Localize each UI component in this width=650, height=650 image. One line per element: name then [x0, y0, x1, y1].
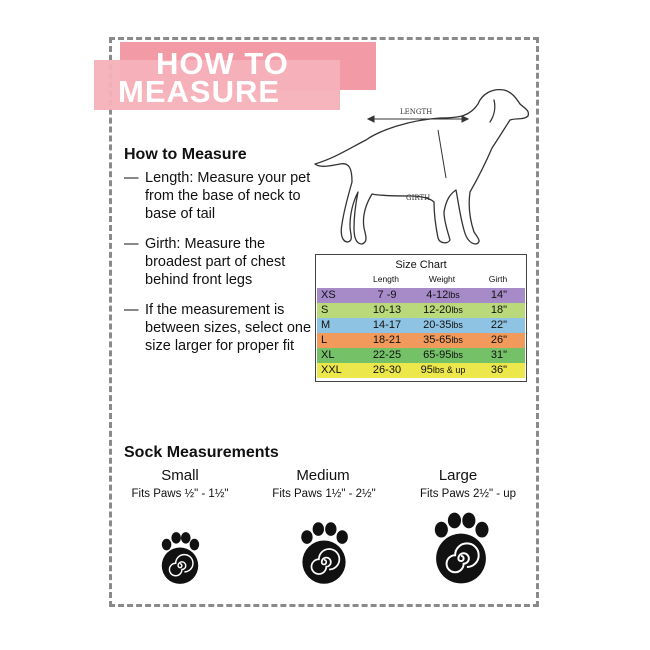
size-row-m — [317, 318, 525, 333]
weight-unit: lbs — [451, 320, 463, 330]
size-cell: M — [321, 319, 331, 331]
sock-size-medium: Medium — [296, 467, 350, 484]
weight-value: 12-20 — [423, 304, 452, 316]
weight-value: 4-12 — [426, 289, 449, 301]
sock-fit-medium: Fits Paws 1½" - 2½" — [272, 488, 376, 500]
length-cell: 14-17 — [372, 319, 402, 331]
length-cell: 26-30 — [372, 364, 402, 376]
size-row-xl — [317, 348, 525, 363]
header-girth: Girth — [488, 274, 508, 284]
size-cell: XL — [321, 349, 335, 361]
weight-unit: lbs — [451, 305, 463, 315]
dog-outline-icon — [310, 82, 540, 252]
girth-cell: 36" — [490, 364, 508, 376]
sock-fit-small: Fits Paws ½" - 1½" — [131, 488, 229, 500]
instruction-dash: — — [124, 236, 139, 252]
weight-cell — [413, 289, 473, 301]
size-cell: S — [321, 304, 329, 316]
instruction-girth — [124, 235, 314, 289]
weight-cell — [413, 349, 473, 361]
weight-cell — [413, 364, 473, 376]
girth-cell: 14" — [490, 289, 508, 301]
sock-heading: Sock Measurements — [124, 444, 279, 461]
size-chart-title: Size Chart — [395, 259, 447, 271]
instruction-text: If the measurement is between sizes, select one size larger for proper fit — [145, 302, 312, 354]
weight-value: 20-35 — [423, 319, 452, 331]
weight-value: 35-65 — [423, 334, 452, 346]
length-cell: 18-21 — [372, 334, 402, 346]
weight-cell — [413, 334, 473, 346]
girth-cell: 22" — [490, 319, 508, 331]
paw-print-icon — [294, 520, 354, 586]
weight-cell — [413, 304, 473, 316]
weight-value: 65-95 — [423, 349, 452, 361]
size-chart — [315, 254, 527, 382]
size-row-l — [317, 333, 525, 348]
size-cell: XS — [321, 289, 336, 301]
paw-print-icon — [428, 510, 494, 586]
length-cell: 10-13 — [372, 304, 402, 316]
length-cell: 7 -9 — [377, 289, 397, 301]
size-row-xs — [317, 288, 525, 303]
weight-cell — [413, 319, 473, 331]
length-label: LENGTH — [400, 108, 433, 116]
banner-title-line1: HOW TO — [156, 46, 289, 81]
weight-unit: lbs — [451, 350, 463, 360]
sock-fit-large: Fits Paws 2½" - up — [419, 488, 517, 500]
girth-cell: 26" — [490, 334, 508, 346]
instruction-dash: — — [124, 170, 139, 186]
instruction-text: Girth: Measure the broadest part of chest behind front legs — [145, 236, 286, 288]
weight-unit: lbs — [448, 290, 460, 300]
sock-size-small: Small — [161, 467, 199, 484]
instruction-length — [124, 169, 314, 223]
size-row-s — [317, 303, 525, 318]
header-weight: Weight — [428, 274, 456, 284]
weight-value: 95 — [420, 364, 433, 376]
length-cell: 22-25 — [372, 349, 402, 361]
size-cell: L — [321, 334, 328, 346]
how-to-heading: How to Measure — [124, 146, 247, 163]
header-length: Length — [373, 274, 399, 284]
banner-title-line2: MEASURE — [118, 74, 281, 109]
sock-size-large: Large — [438, 467, 478, 484]
size-row-xxl — [317, 363, 525, 378]
girth-cell: 31" — [490, 349, 508, 361]
weight-unit: lbs — [451, 335, 463, 345]
instruction-text: Length: Measure your pet from the base of neck to base of tail — [145, 170, 311, 222]
weight-unit: lbs & up — [432, 365, 466, 375]
size-cell: XXL — [321, 364, 342, 376]
instruction-between-sizes — [124, 301, 314, 355]
size-chart-header — [316, 274, 526, 286]
instruction-dash: — — [124, 302, 139, 318]
girth-cell: 18" — [490, 304, 508, 316]
paw-print-icon — [156, 530, 204, 586]
girth-label: GIRTH — [406, 194, 431, 202]
